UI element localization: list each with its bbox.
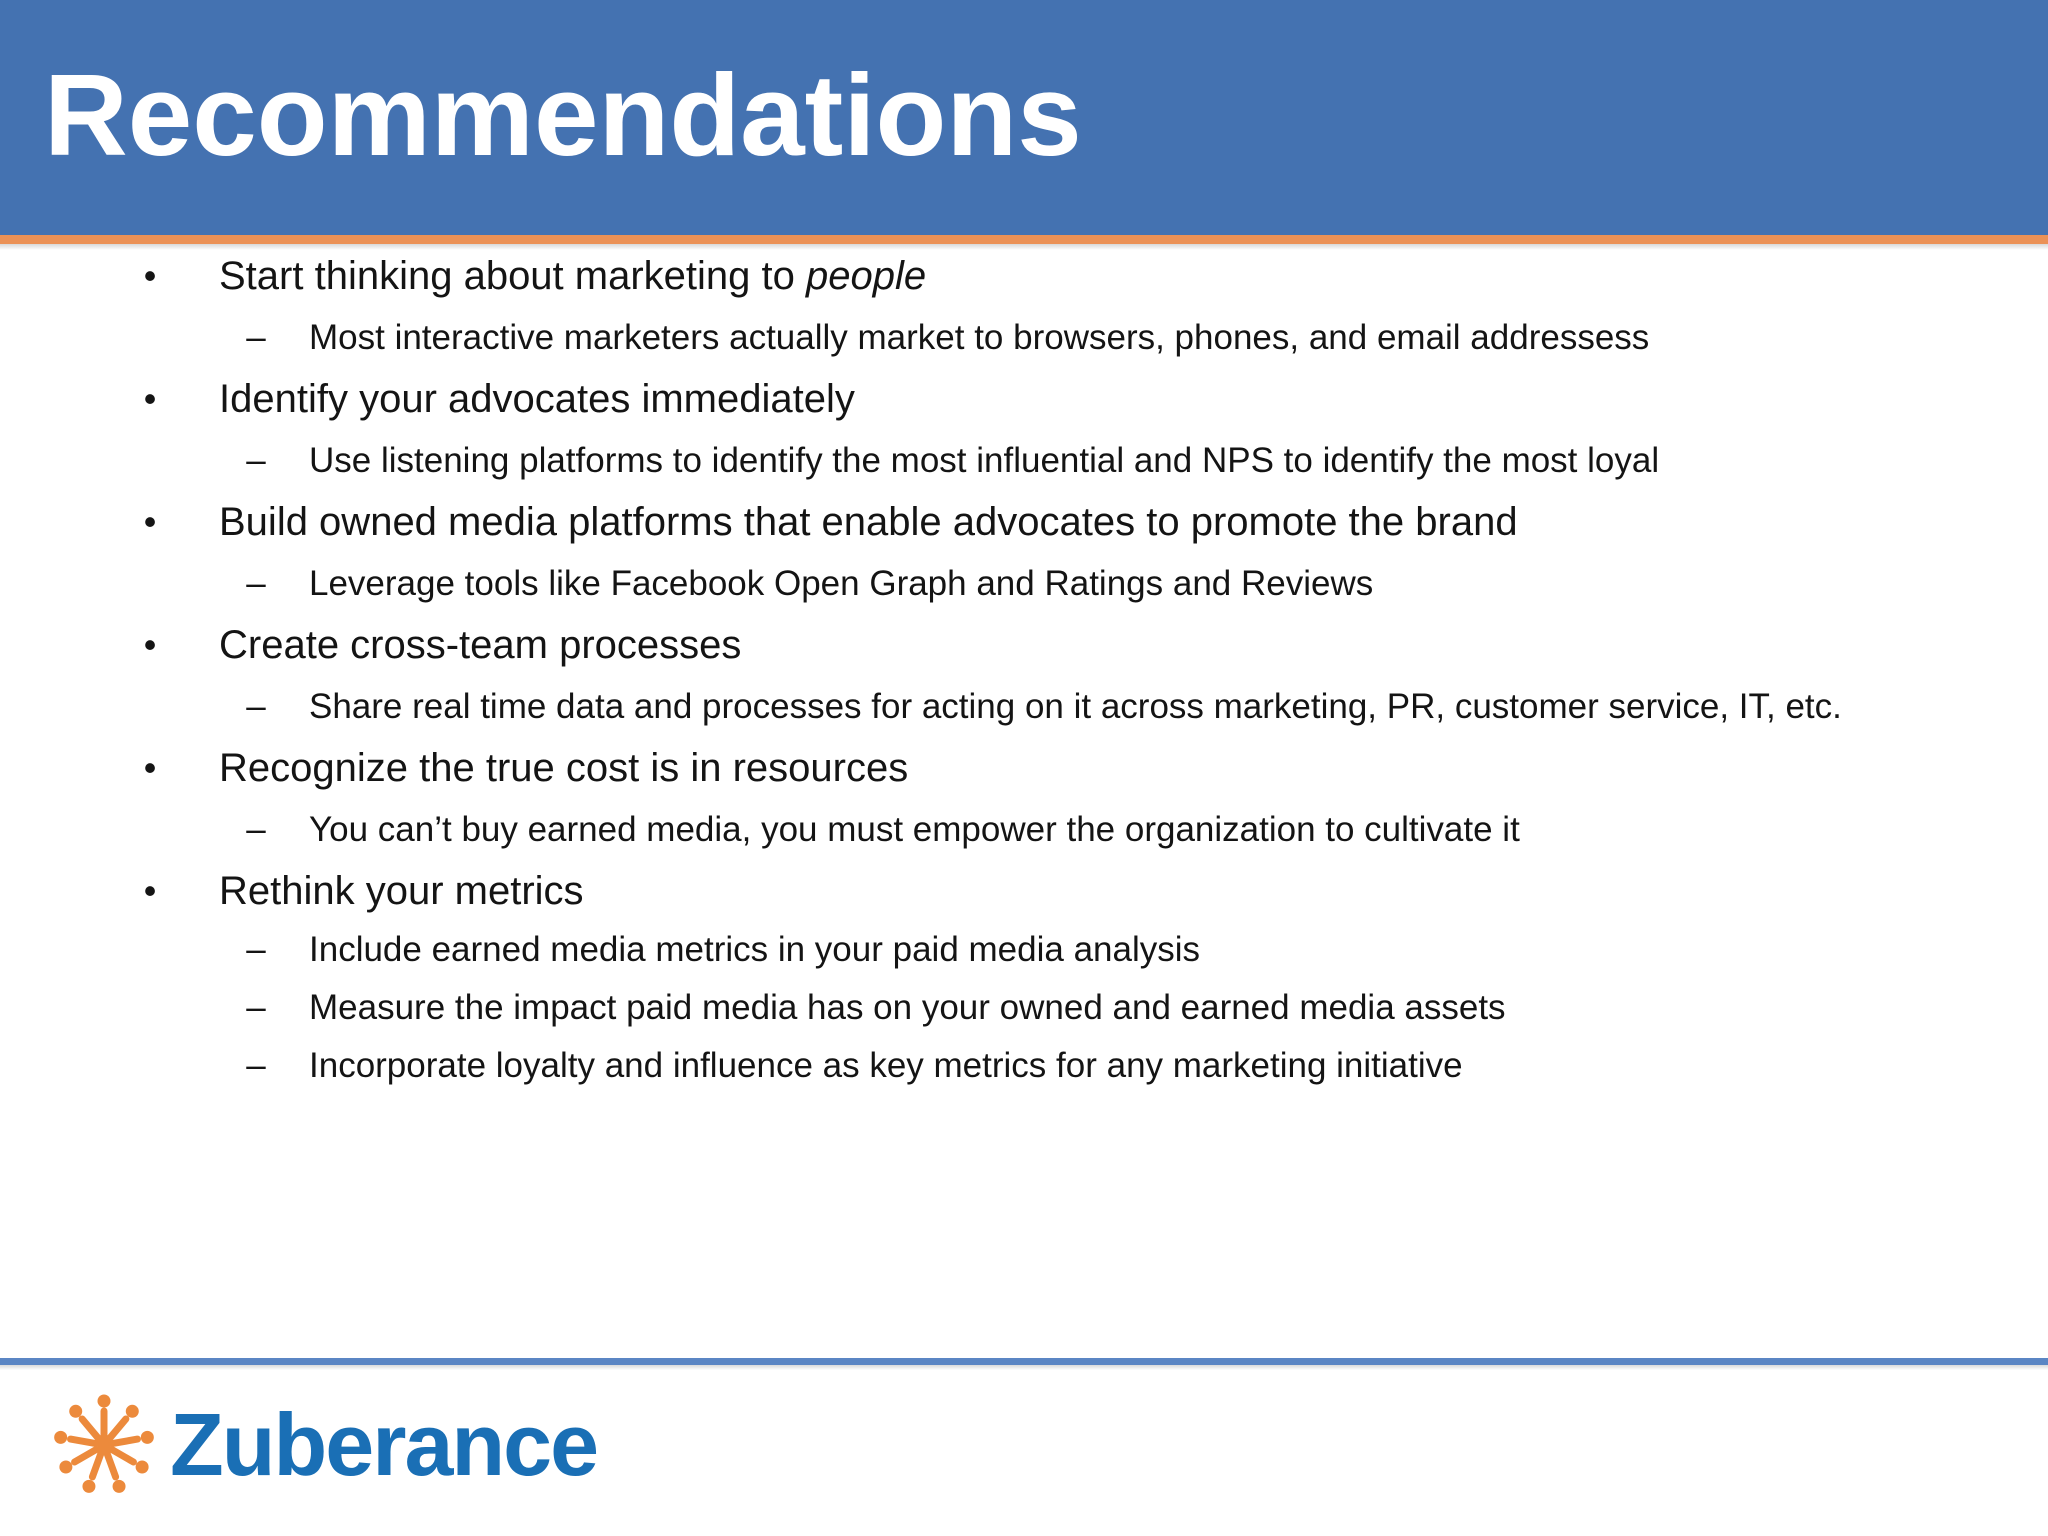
sub-bullet-text: Share real time data and processes for acting on it across marketing, PR, customer service, IT, etc. xyxy=(309,687,1842,726)
bullet-text-emphasis: people xyxy=(806,254,927,298)
sub-bullet-text: Leverage tools like Facebook Open Graph and Ratings and Reviews xyxy=(309,564,1374,603)
sub-bullet-item xyxy=(0,435,2048,487)
starburst-ray xyxy=(92,1453,101,1476)
starburst-ray xyxy=(75,1450,97,1463)
sub-bullet-marker: – xyxy=(246,810,266,849)
bullet-text-main: Recognize the true cost is in resources xyxy=(219,746,909,790)
bullet-text xyxy=(219,615,741,675)
sub-bullet-text: Measure the impact paid media has on your owned and earned media assets xyxy=(309,988,1506,1027)
bullet-text xyxy=(219,369,855,429)
bullet-text-main: Start thinking about marketing to xyxy=(219,254,806,298)
starburst-ray xyxy=(107,1453,116,1476)
starburst-dot xyxy=(136,1461,149,1474)
title-bar-accent-line xyxy=(0,235,2048,244)
bullet-marker: • xyxy=(143,501,157,542)
starburst-logo-icon xyxy=(52,1393,156,1497)
bullet-text-main: Build owned media platforms that enable advocates to promote the brand xyxy=(219,500,1518,544)
bullet-item xyxy=(0,738,2048,798)
company-logo xyxy=(52,1385,597,1505)
sub-bullet-marker: – xyxy=(246,1046,266,1085)
bullet-marker: • xyxy=(143,255,157,296)
sub-bullet-item xyxy=(0,1040,2048,1092)
starburst-ray xyxy=(71,1439,96,1443)
bullet-text-main: Identify your advocates immediately xyxy=(219,377,855,421)
bullet-item xyxy=(0,369,2048,429)
bullet-item xyxy=(0,492,2048,552)
starburst-dot xyxy=(59,1461,72,1474)
bullet-text xyxy=(219,861,584,921)
sub-bullet-text: Most interactive marketers actually market to browsers, phones, and email addressess xyxy=(309,318,1650,357)
sub-bullet-marker: – xyxy=(246,930,266,969)
bullet-item xyxy=(0,861,2048,921)
logo-wordmark: Zuberance xyxy=(170,1395,598,1494)
sub-bullet-text: Incorporate loyalty and influence as key metrics for any marketing initiative xyxy=(309,1046,1463,1085)
sub-bullet-item xyxy=(0,804,2048,856)
sub-bullet-item xyxy=(0,558,2048,610)
bullet-marker: • xyxy=(143,747,157,788)
starburst-ray xyxy=(113,1439,138,1443)
starburst-dot xyxy=(126,1405,139,1418)
sub-bullet-item xyxy=(0,924,2048,976)
bullet-item xyxy=(0,246,2048,306)
footer-divider-shadow xyxy=(0,1365,2048,1370)
starburst-hub xyxy=(97,1438,111,1452)
starburst-dot xyxy=(113,1480,126,1493)
footer-divider xyxy=(0,1358,2048,1365)
bullet-text-main: Rethink your metrics xyxy=(219,869,584,913)
bullet-text-main: Create cross-team processes xyxy=(219,623,742,667)
starburst-ray xyxy=(82,1419,98,1438)
slide-title: Recommendations xyxy=(44,50,1082,180)
bullet-text xyxy=(219,492,1518,552)
starburst-dot xyxy=(54,1431,67,1444)
starburst-dot xyxy=(98,1395,111,1408)
starburst-ray xyxy=(112,1450,134,1463)
sub-bullet-marker: – xyxy=(246,318,266,357)
starburst-dot xyxy=(69,1405,82,1418)
starburst-dot xyxy=(82,1480,95,1493)
starburst-dot xyxy=(141,1431,154,1444)
sub-bullet-item xyxy=(0,681,2048,733)
sub-bullet-marker: – xyxy=(246,988,266,1027)
sub-bullet-text: You can’t buy earned media, you must empower the organization to cultivate it xyxy=(309,810,1520,849)
sub-bullet-item xyxy=(0,312,2048,364)
bullet-marker: • xyxy=(143,624,157,665)
sub-bullet-marker: – xyxy=(246,564,266,603)
sub-bullet-item xyxy=(0,982,2048,1034)
sub-bullet-marker: – xyxy=(246,441,266,480)
sub-bullet-marker: – xyxy=(246,687,266,726)
bullet-item xyxy=(0,615,2048,675)
bullet-text xyxy=(219,738,908,798)
starburst-ray xyxy=(110,1419,126,1438)
bullet-marker: • xyxy=(143,378,157,419)
bullet-marker: • xyxy=(143,870,157,911)
sub-bullet-text: Use listening platforms to identify the most influential and NPS to identify the most loyal xyxy=(309,441,1660,480)
bullet-text xyxy=(219,246,926,306)
sub-bullet-text: Include earned media metrics in your paid media analysis xyxy=(309,930,1201,969)
